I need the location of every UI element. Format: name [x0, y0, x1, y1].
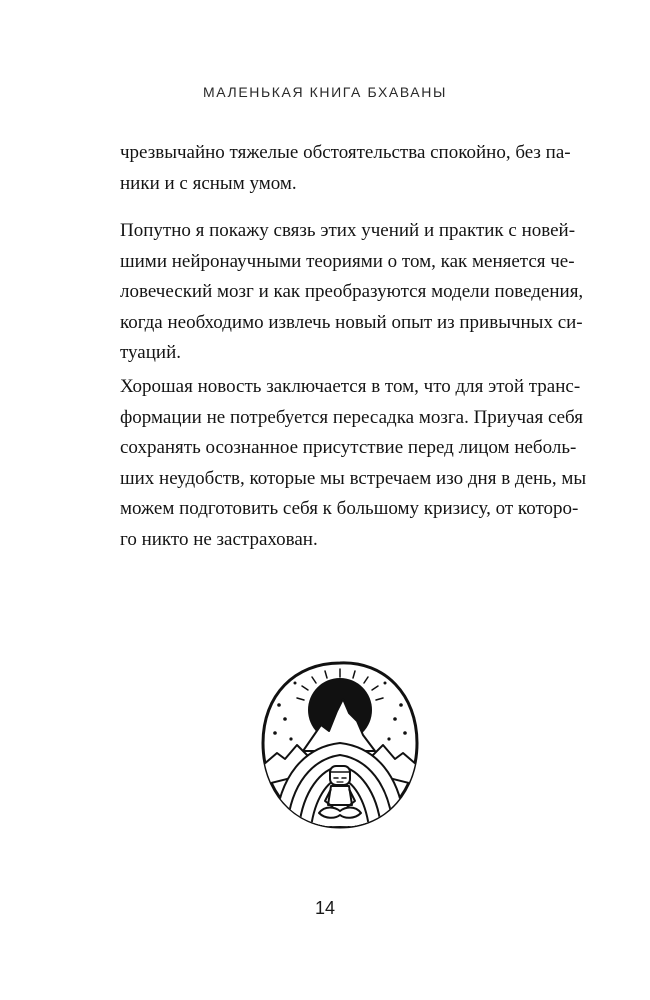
text-line: туаций. [120, 342, 181, 363]
paragraph-3 [120, 372, 587, 555]
running-title: МАЛЕНЬКАЯ КНИГА БХАВАНЫ [203, 84, 447, 100]
text-line: сохранять осознанное присутствие перед лицом неболь- [120, 437, 577, 458]
text-line: ники и с ясным умом. [120, 172, 297, 194]
text-line: ловеческий мозг и как преобразуются модели поведения, [120, 281, 584, 302]
text-line: Попутно я покажу связь этих учений и практик с новей- [120, 220, 576, 241]
text-line: ших неудобств, которые мы встречаем изо дня в день, мы [120, 467, 587, 489]
page-number: 14 [314, 898, 336, 918]
text-line: Хорошая новость заключается в том, что для этой транс- [120, 376, 581, 397]
meditating-figure-in-mountain-cave-icon [255, 655, 425, 835]
paragraph-2 [120, 216, 584, 369]
paragraph-1 [120, 138, 571, 199]
text-line: можем подготовить себя к большому кризису, от которо- [120, 498, 579, 519]
text-line: шими нейронаучными теориями о том, как меняется че- [120, 250, 575, 272]
text-line: формации не потребуется пересадка мозга. Приучая себя [120, 406, 583, 428]
text-line: когда необходимо извлечь новый опыт из привычных си- [120, 311, 583, 333]
text-line: чрезвычайно тяжелые обстоятельства спокойно, без па- [120, 142, 571, 163]
text-line: го никто не застрахован. [120, 528, 318, 550]
